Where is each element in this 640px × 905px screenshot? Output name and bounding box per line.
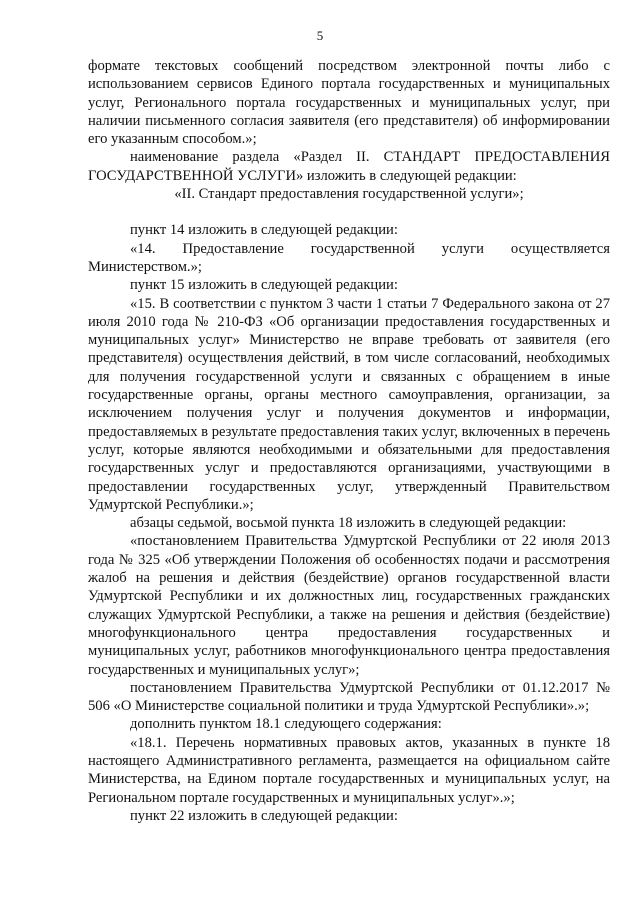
paragraph-item-18-eighth: постановлением Правительства Удмуртской Республики от 01.12.2017 № 506 «О Министерстве социальной политики и труда Удмуртской Республики».»;: [88, 679, 610, 715]
paragraph-section-title-instruction: наименование раздела «Раздел II. СТАНДАРТ ПРЕДОСТАВЛЕНИЯ ГОСУДАРСТВЕННОЙ УСЛУГИ» изложить в следующей редакции:: [88, 149, 610, 184]
paragraph-item-18-1-text: «18.1. Перечень нормативных правовых актов, указанных в пункте 18 настоящего Административного регламента, размещается на официальном сайте Министерства, на Едином портале государственных и муниципальных услуг, на Региональном портале государственных и муниципальных услуг».»;: [88, 734, 610, 806]
paragraph-section-title-new: «II. Стандарт предоставления государственной услуги»;: [174, 186, 524, 203]
paragraph-item-18-seventh: «постановлением Правительства Удмуртской Республики от 22 июля 2013 года № 325 «Об утверждении Положения об особенностях подачи и рассмотрения жалоб на решения и действия (бездействие) органов государственной власти Удмуртской Республики и их должностных лиц, государственных гражданских служащих Удмуртской Республики, а также на решения и действия (бездействие) многофункционального центра предоставления государственных и муниципальных услуг, работников многофункционального центра предоставления государственных и муниципальных услуг»;: [88, 533, 610, 678]
paragraph-item-14-text: «14. Предоставление государственной услуги осуществляется Министерством.»;: [88, 240, 610, 275]
paragraph-item-15-instruction: пункт 15 изложить в следующей редакции:: [130, 277, 398, 294]
page-number: 5: [316, 28, 324, 43]
paragraph-item-18-instruction: абзацы седьмой, восьмой пункта 18 изложить в следующей редакции:: [130, 515, 567, 532]
paragraph-item-22-instruction: пункт 22 изложить в следующей редакции:: [130, 807, 398, 824]
blank-line: [88, 203, 610, 221]
paragraph-item-18-1-instruction: дополнить пунктом 18.1 следующего содержания:: [130, 716, 442, 733]
document-body: [88, 57, 610, 825]
paragraph-continuation: формате текстовых сообщений посредством электронной почты либо с использованием сервисов Единого портала государственных и муниципальных услуг, Регионального портала государственных и муниципальных услуг, при наличии письменного согласия заявителя (его представителя) об информировании его указанным способом.»;: [88, 58, 610, 148]
paragraph-item-14-instruction: пункт 14 изложить в следующей редакции:: [130, 222, 398, 239]
paragraph-item-15-text: «15. В соответствии с пунктом 3 части 1 статьи 7 Федерального закона от 27 июля 2010 года № 210-ФЗ «Об организации предоставления государственных и муниципальных услуг» Министерство не вправе требовать от заявителя (его представителя) осуществления действий, в том числе согласований, необходимых для получения государственной услуги и связанных с обращением в иные государственные органы, органы местного самоуправления, организации, за исключением получения услуг и получения документов и информации, предоставляемых в результате предоставления таких услуг, включенных в перечень услуг, которые являются необходимыми и обязательными для предоставления государственных услуг и предоставляются организациями, участвующими в предоставлении государственных услуг, утвержденный Правительством Удмуртской Республики.»;: [88, 295, 610, 513]
